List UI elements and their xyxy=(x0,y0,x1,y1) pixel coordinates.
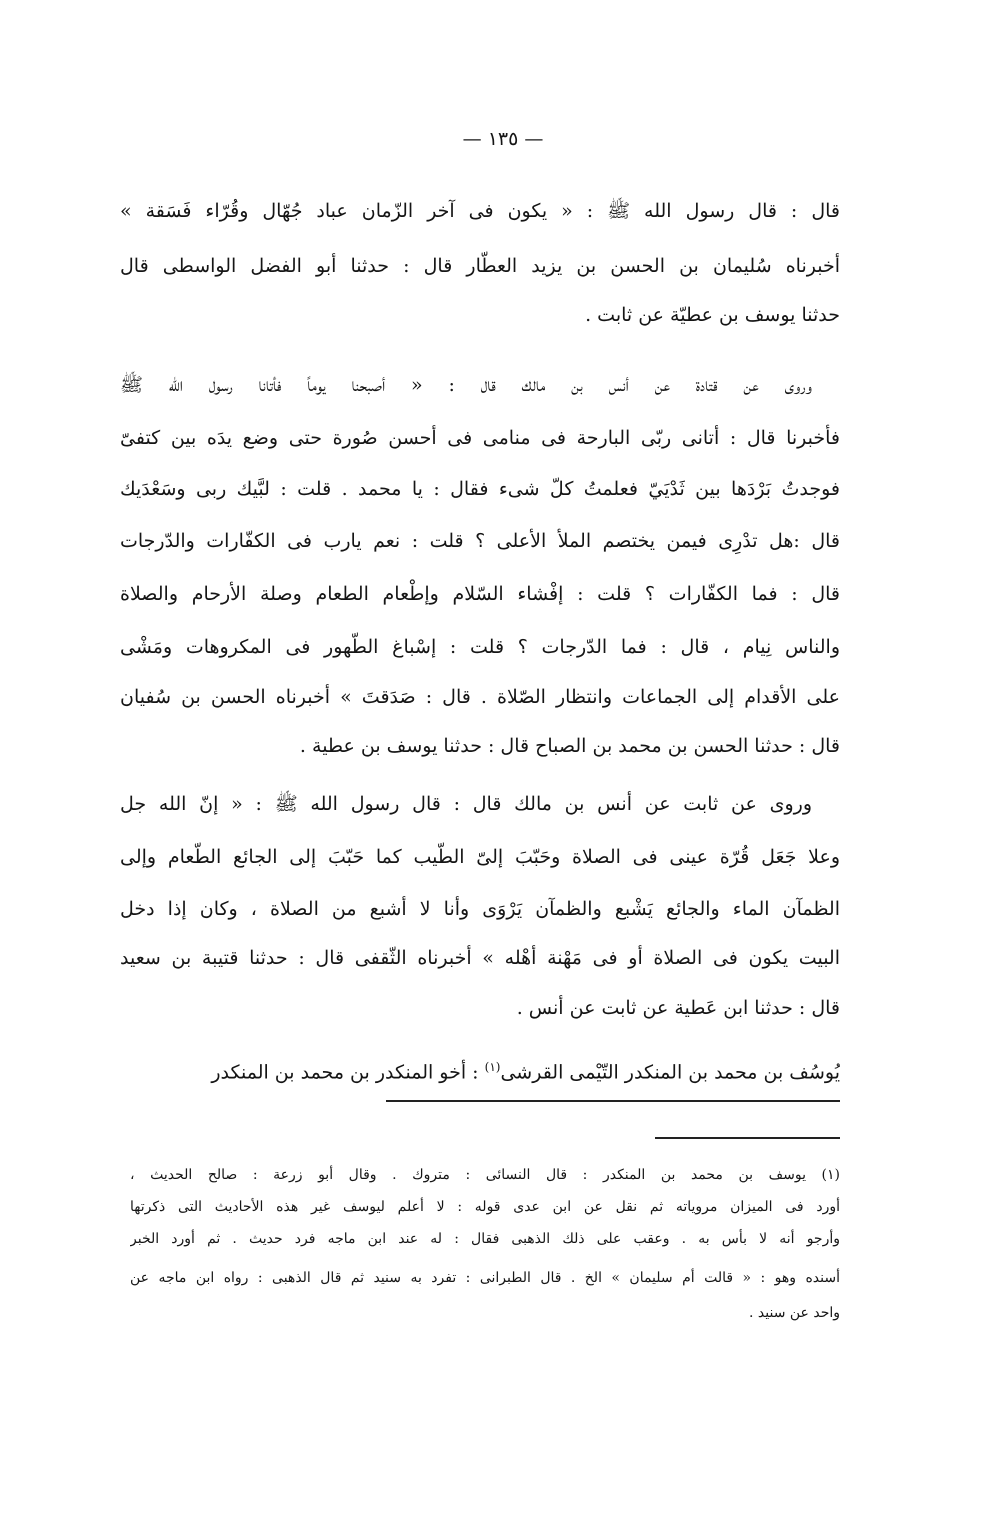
text-line: وروى عن قتادة عن أنس بن مالك قال : « أصبحنا يوماً فأتانا رسول الله ﷺ xyxy=(120,374,812,396)
footnote-line: واحد عن سنيد . xyxy=(749,1305,840,1321)
text-line: أخبرناه سُليمان بن الحسن بن يزيد العطّار قال : حدثنا أبو الفضل الواسطى قال xyxy=(120,255,840,277)
page-number: — ١٣٥ — xyxy=(462,128,544,150)
text-line: البيت يكون فى الصلاة أو فى مَهْنة أهْله » أخبرناه الثّقفى قال : حدثنا قتيبة بن سعيد xyxy=(120,947,840,969)
text-line: وروى عن ثابت عن أنس بن مالك قال : قال رسول الله ﷺ : « إنّ الله جل xyxy=(120,793,812,815)
text-line: فوجدتُ بَرْدَها بين ثَدْيَيّ فعلمتُ كلّ شىء فقال : يا محمد . قلت : لبَّيك ربى وسَعْدَيك xyxy=(120,478,840,500)
text-line: على الأقدام إلى الجماعات وانتظار الصّلاة . قال : صَدَقتَ » أخبرناه الحسن بن سُفيان xyxy=(120,686,840,708)
text-line: والناس نِيام ، قال : فما الدّرجات ؟ قلت : إسْباغ الطّهور فى المكروهات ومَشْى xyxy=(120,636,840,658)
text-line: الظمآن الماء والجائع يَشْبع والظمآن يَرْوَى وأنا لا أشبع من الصلاة ، وكان إذا دخل xyxy=(120,898,840,920)
footnote-line: أورد فى الميزان مروياته ثم نقل عن ابن عدى قوله : لا أعلم ليوسف غير هذه الأحاديث التى ذكرتها xyxy=(130,1199,840,1215)
heading-name: يُوسُف بن محمد بن المنكدر التّيْمى القرشى xyxy=(500,1061,840,1084)
footnote-separator xyxy=(655,1137,840,1139)
text-line: قال : حدثنا الحسن بن محمد بن الصباح قال : حدثنا يوسف بن عطية . xyxy=(299,735,840,757)
text-line: قال :هل تدْرِى فيمن يختصم الملأ الأعلى ؟ قلت : نعم يارب فى الكفّارات والدّرجات xyxy=(120,530,840,552)
footnote-marker: (١) xyxy=(484,1060,501,1074)
text-line: قال : حدثنا ابن عَطية عن ثابت عن أنس . xyxy=(516,997,840,1019)
heading-rest: : أخو المنكدر بن محمد بن المنكدر xyxy=(211,1061,485,1084)
footnote-line: وأرجو أنه لا بأس به . وعقب على ذلك الذهبى فقال : له عند ابن ماجه فرد حديث . ثم أورد الخبر xyxy=(130,1231,840,1247)
footnote-line: أسنده وهو : « قالت أم سليمان » الخ . قال الطبرانى : تفرد به سنيد ثم قال الذهبى : رواه ابن ماجه عن xyxy=(130,1270,840,1286)
heading-underline xyxy=(386,1100,840,1102)
text-line: وعلا جَعَل قُرّة عينى فى الصلاة وحَبّبَ إلىّ الطّيب كما حَبّبَ إلى الجائع الطّعام وإلى xyxy=(120,846,840,868)
text-line: قال : قال رسول الله ﷺ : « يكون فى آخر الزّمان عباد جُهّال وقُرّاء فَسَقة » xyxy=(120,200,840,222)
biography-heading xyxy=(120,1052,840,1092)
text-line: قال : فما الكفّارات ؟ قلت : إفْشاء السّلام وإطْعام الطعام وصلة الأرحام والصلاة xyxy=(120,583,840,605)
text-line: حدثنا يوسف بن عطيّة عن ثابت . xyxy=(585,304,840,326)
text-line: فأخبرنا قال : أتانى ربّى البارحة فى منامى فى أحسن صُورة حتى وضع يدَه بين كتفىّ xyxy=(120,427,840,449)
footnote-line: (١) يوسف بن محمد بن المنكدر : قال النسائى : متروك . وقال أبو زرعة : صالح الحديث ، xyxy=(130,1167,840,1183)
